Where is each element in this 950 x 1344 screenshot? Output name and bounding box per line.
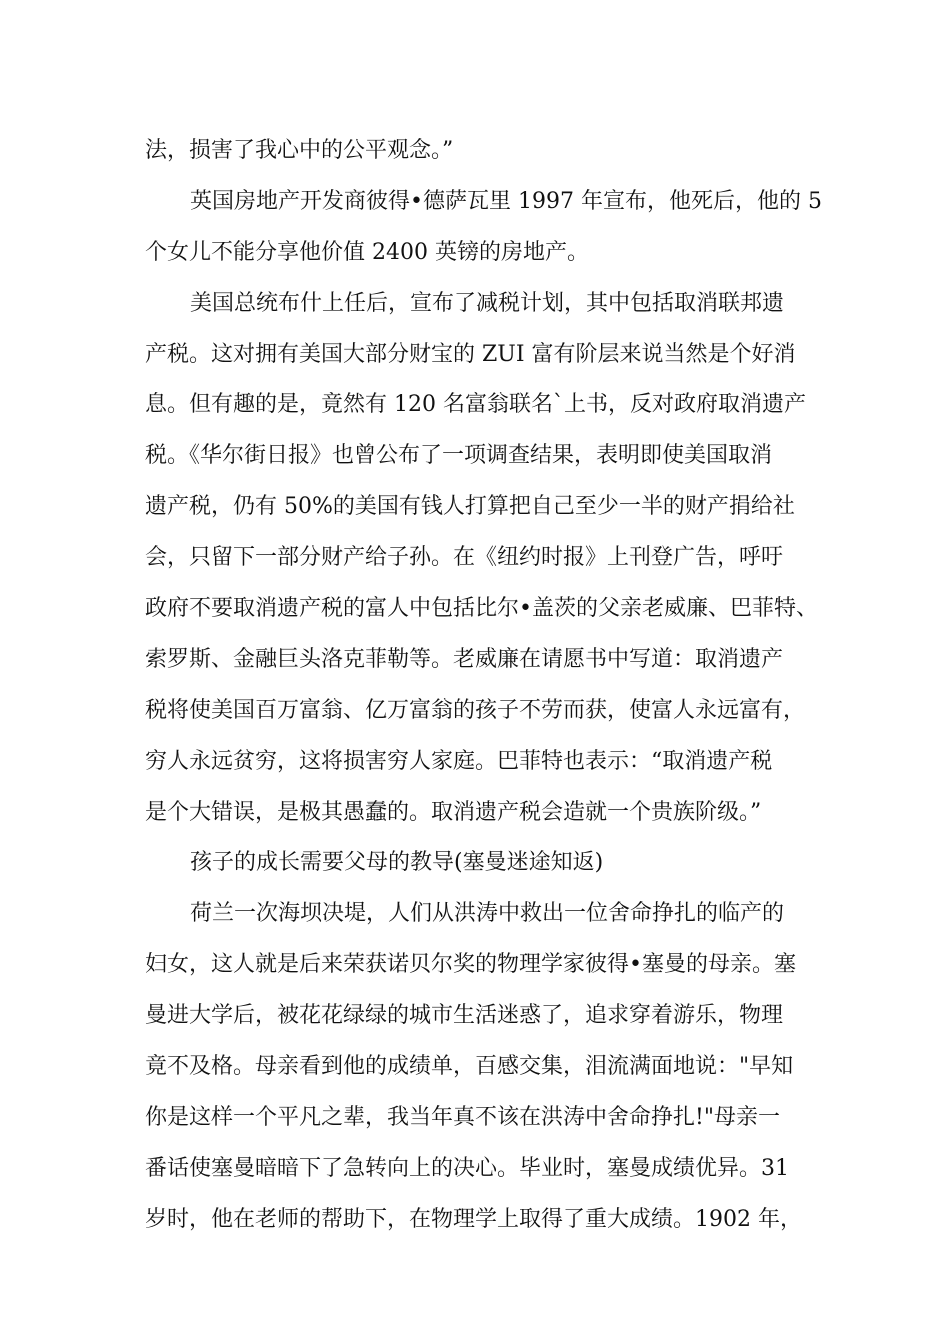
text-line: 是个大错误，是极其愚蠢的。取消遗产税会造就一个贵族阶级。” bbox=[145, 799, 762, 825]
text-line: 美国总统布什上任后，宣布了减税计划，其中包括取消联邦遗 bbox=[190, 290, 785, 316]
text-line: 会，只留下一部分财产给子孙。在《纽约时报》上刊登广告，呼吁 bbox=[145, 545, 784, 571]
text-line: 法，损害了我心中的公平观念。” bbox=[145, 138, 454, 163]
text-line: 番话使塞曼暗暗下了急转向上的决心。毕业时，塞曼成绩优异。31 bbox=[145, 1155, 789, 1181]
text-line: 荷兰一次海坝决堤，人们从洪涛中救出一位舍命挣扎的临产的 bbox=[190, 901, 785, 927]
text-line: 索罗斯、金融巨头洛克菲勒等。老威廉在请愿书中写道：取消遗产 bbox=[145, 646, 784, 672]
text-line: 政府不要取消遗产税的富人中包括比尔•盖茨的父亲老威廉、巴菲特、 bbox=[145, 596, 818, 622]
text-line: 岁时，他在老师的帮助下，在物理学上取得了重大成绩。1902 年， bbox=[145, 1206, 802, 1232]
text-line: 息。但有趣的是，竟然有 120 名富翁联名`上书，反对政府取消遗产 bbox=[145, 392, 806, 418]
text-line: 遗产税，仍有 50%的美国有钱人打算把自己至少一半的财产捐给社 bbox=[145, 494, 795, 520]
text-line: 英国房地产开发商彼得•德萨瓦里 1997 年宣布，他死后，他的 5 bbox=[190, 188, 822, 214]
text-line: 税将使美国百万富翁、亿万富翁的孩子不劳而获，使富人永远富有， bbox=[145, 697, 806, 723]
text-line: 曼进大学后，被花花绿绿的城市生活迷惑了，追求穿着游乐，物理 bbox=[145, 1003, 784, 1029]
text-line: 妇女，这人就是后来荣获诺贝尔奖的物理学家彼得•塞曼的母亲。塞 bbox=[145, 952, 796, 978]
text-line: 税。《华尔街日报》也曾公布了一项调查结果，表明即使美国取消 bbox=[145, 443, 773, 469]
text-line: 穷人永远贫穷，这将损害穷人家庭。巴菲特也表示：“取消遗产税 bbox=[145, 748, 773, 774]
body-text bbox=[145, 126, 822, 1246]
text-line: 你是这样一个平凡之辈，我当年真不该在洪涛中舍命挣扎!"母亲一 bbox=[145, 1104, 780, 1130]
text-line: 个女儿不能分享他价值 2400 英镑的房地产。 bbox=[145, 239, 589, 265]
text-line: 孩子的成长需要父母的教导(塞曼迷途知返) bbox=[190, 850, 604, 876]
text-line: 产税。这对拥有美国大部分财宝的 ZUI 富有阶层来说当然是个好消 bbox=[145, 341, 796, 367]
text-line: 竟不及格。母亲看到他的成绩单，百感交集，泪流满面地说："早知 bbox=[145, 1054, 794, 1080]
